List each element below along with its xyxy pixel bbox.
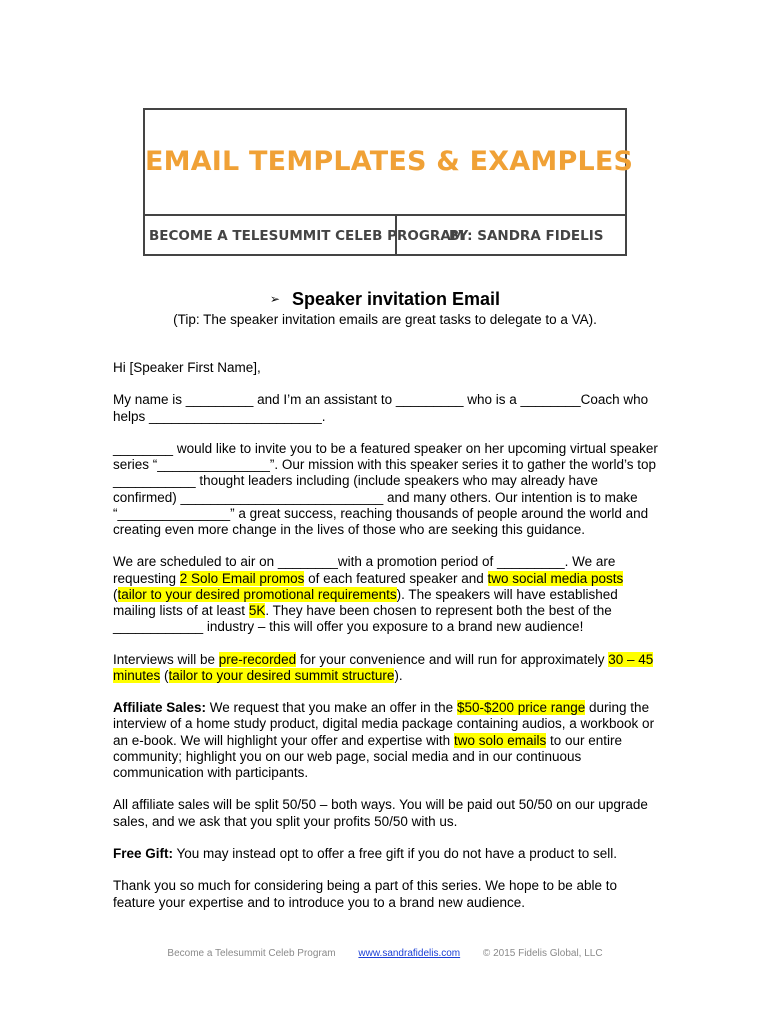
text-run: Interviews will be	[113, 651, 219, 667]
tip-text: (Tip: The speaker invitation emails are great tasks to delegate to a VA).	[173, 312, 597, 327]
highlight-price-range: $50-$200 price range	[456, 700, 586, 716]
banner-program-label: BECOME A TELESUMMIT CELEB PROGRAM	[149, 228, 465, 244]
text-run: ).	[394, 667, 403, 683]
paragraph-schedule	[113, 554, 658, 635]
highlight-summit-structure: tailor to your desired summit structure	[168, 667, 395, 683]
highlight-solo-email-promos: 2 Solo Email promos	[179, 570, 305, 586]
text-run: We request that you make an offer in the	[206, 700, 457, 716]
paragraph-intro: My name is _________ and I’m an assistant to _________ who is a ________Coach who helps _______________________.	[113, 392, 649, 424]
text-run: during the interview of a home study product, digital media package containing audios, a workbook or an e-book. We will highlight your offer and expertise with	[113, 700, 655, 748]
greeting: Hi [Speaker First Name],	[113, 360, 261, 375]
banner-divider	[145, 214, 625, 216]
highlight-solo-emails: two solo emails	[453, 732, 547, 748]
free-gift-label: Free Gift:	[113, 845, 174, 861]
text-run: for your convenience and will run for approximately	[296, 651, 609, 667]
text-run: (	[113, 586, 118, 602]
text-run: of each featured speaker and	[304, 570, 488, 586]
paragraph-split: All affiliate sales will be split 50/50 – both ways. You will be paid out 50/50 on our upgrade sales, and we ask that you split your profits 50/50 with us.	[113, 797, 648, 829]
header-banner	[143, 108, 634, 256]
text-run: (	[160, 667, 169, 683]
footer-copyright: © 2015 Fidelis Global, LLC	[482, 948, 603, 959]
text-run: You may instead opt to offer a free gift if you do not have a product to sell.	[173, 845, 618, 861]
banner-title: EMAIL TEMPLATES & EXAMPLES	[145, 146, 634, 177]
page-footer	[0, 948, 770, 959]
highlight-promotional-requirements: tailor to your desired promotional requirements	[117, 586, 397, 602]
paragraph-interviews	[113, 652, 658, 684]
affiliate-sales-label: Affiliate Sales:	[113, 700, 207, 716]
footer-website-link[interactable]: www.sandrafidelis.com	[358, 948, 461, 959]
paragraph-invitation: ________ would like to invite you to be a featured speaker on her upcoming virtual speaker series “_______________”. Our mission with this speaker series it to gather the world’s top ___________ thought leaders including (include speakers who may already have confirmed) ___________________________ and many others. Our intention is to make “_______________” a great success, reaching thousands of people around the world and creating even more change in the lives of those who are seeking this guidance.	[113, 440, 658, 537]
highlight-pre-recorded: pre-recorded	[218, 651, 297, 667]
banner-author-label: BY: SANDRA FIDELIS	[449, 228, 604, 244]
arrow-bullet-icon: ➢	[269, 292, 280, 306]
section-title: Speaker invitation Email	[291, 289, 501, 309]
email-body	[113, 360, 658, 927]
text-run: We are scheduled to air on ________with a promotion period of _________. We are requesting	[113, 554, 616, 586]
section-heading	[0, 289, 770, 310]
paragraph-free-gift	[113, 846, 658, 862]
text-run: to our entire community; highlight you on our web page, social media and in our continuous communication with participants.	[113, 732, 623, 780]
text-run: ). The speakers will have established mailing lists of at least	[113, 586, 618, 618]
text-run: . They have been chosen to represent both the best of the ____________ industry – this will offer you exposure to a brand new audience!	[113, 603, 612, 635]
paragraph-affiliate-sales	[113, 700, 658, 781]
footer-program: Become a Telesummit Celeb Program	[167, 948, 336, 959]
paragraph-closing: Thank you so much for considering being a part of this series. We hope to be able to feature your expertise and to introduce you to a brand new audience.	[113, 878, 618, 910]
highlight-social-media-posts: two social media posts	[487, 570, 624, 586]
highlight-duration: 30 – 45 minutes	[113, 651, 654, 683]
highlight-mailing-list-size: 5K	[248, 603, 266, 618]
